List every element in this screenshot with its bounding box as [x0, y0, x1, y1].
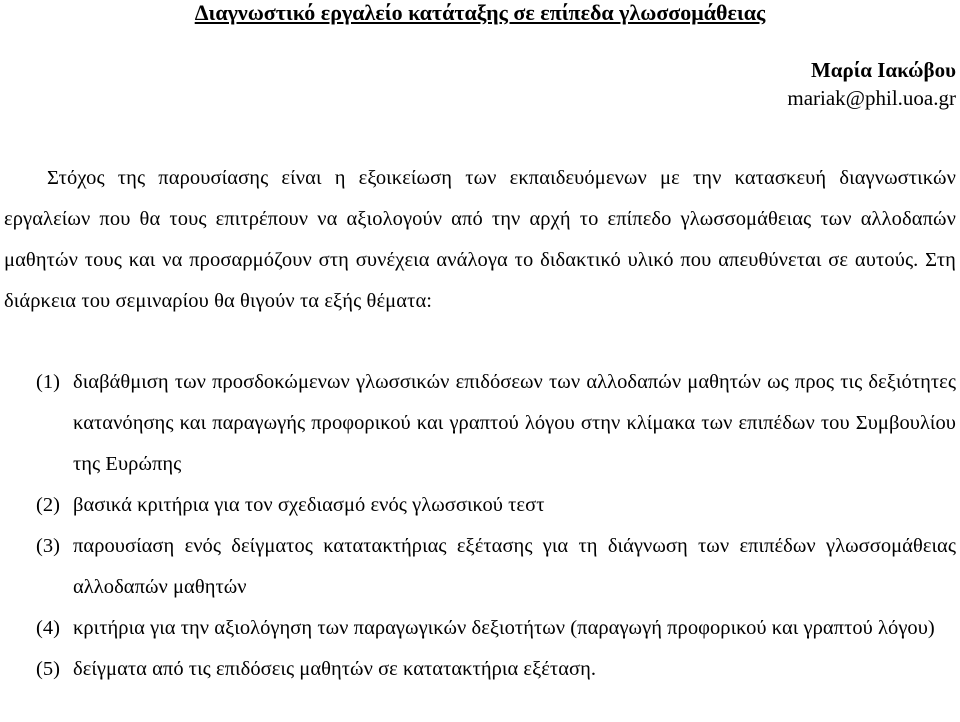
- list-item-number: (4): [36, 617, 61, 639]
- author-block: [787, 56, 956, 112]
- list-item-text: βασικά κριτήρια για τον σχεδιασμό ενός γλωσσικού τεστ: [73, 494, 545, 516]
- list-item: [0, 608, 956, 649]
- list-item-text: παρουσίαση ενός δείγματος κατατακτήριας εξέτασης για τη διάγνωση των επιπέδων γλωσσομάθειας αλλοδαπών μαθητών: [73, 535, 956, 598]
- author-name: Μαρία Ιακώβου: [810, 58, 956, 82]
- list-item: [0, 485, 956, 526]
- list-item-number: (3): [36, 535, 61, 557]
- list-item-number: (1): [36, 371, 61, 393]
- list-item: [0, 649, 956, 690]
- list-item-number: (2): [36, 494, 61, 516]
- list-item-text: δείγματα από τις επιδόσεις μαθητών σε κατατακτήρια εξέταση.: [73, 658, 597, 680]
- list-item: [0, 362, 956, 485]
- list-item-text: διαβάθμιση των προσδοκώμενων γλωσσικών επιδόσεων των αλλοδαπών μαθητών ως προς τις δεξιότητες κατανόησης και παραγωγής προφορικού και γραπτού λόγου στην κλίμακα των επιπέδων του Συμβουλίου της Ευρώπης: [73, 371, 956, 475]
- document-title: Διαγνωστικό εργαλείο κατάταξης σε επίπεδα γλωσσομάθειας: [194, 0, 766, 25]
- author-email: mariak@phil.uoa.gr: [787, 86, 956, 110]
- intro-paragraph: Στόχος της παρουσίασης είναι η εξοικείωση των εκπαιδευόμενων με την κατασκευή διαγνωστικών εργαλείων που θα τους επιτρέπουν να αξιολογούν από την αρχή το επίπεδο γλωσσομάθειας των αλλοδαπών μαθητών τους και να προσαρμόζουν στη συνέχεια ανάλογα το διδακτικό υλικό που απευθύνεται σε αυτούς. Στη διάρκεια του σεμιναρίου θα θιγούν τα εξής θέματα:: [4, 167, 956, 312]
- list-item-number: (5): [36, 658, 61, 680]
- list-item-text: κριτήρια για την αξιολόγηση των παραγωγικών δεξιοτήτων (παραγωγή προφορικού και γραπτού λόγου): [73, 617, 935, 639]
- topics-list: [0, 362, 956, 690]
- list-item: [0, 526, 956, 608]
